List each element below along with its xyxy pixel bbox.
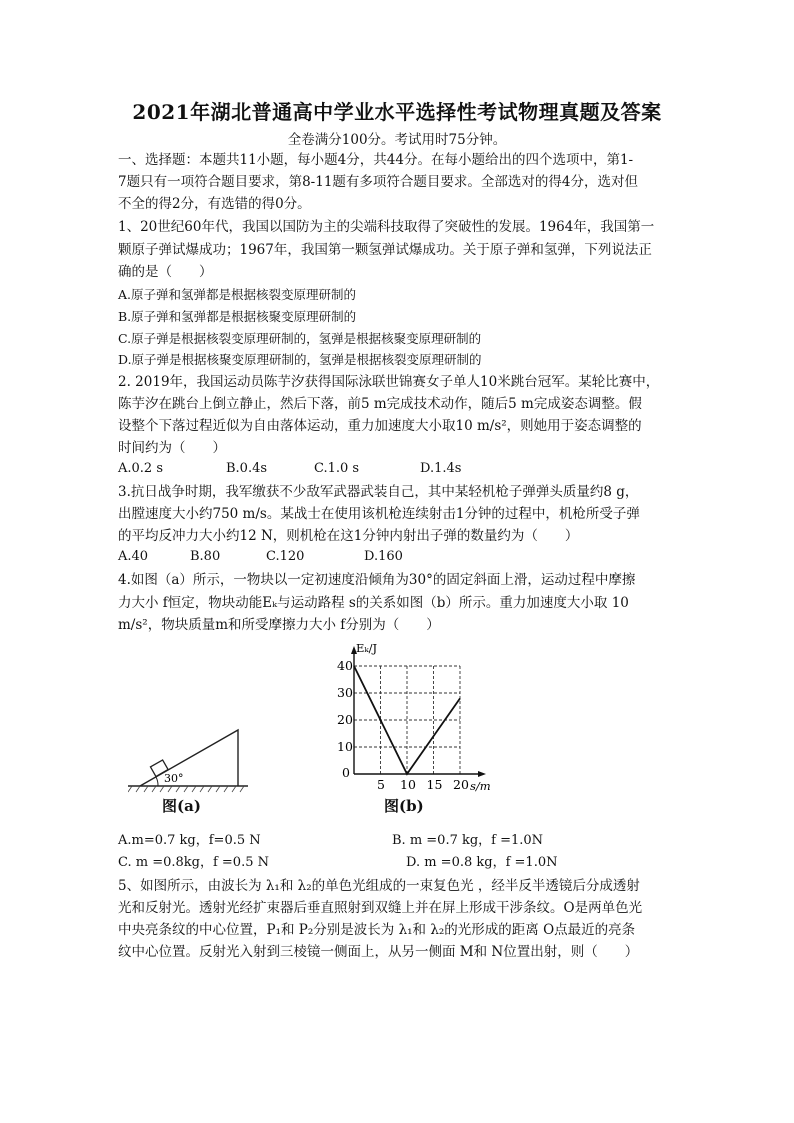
q4-option-d: D. m =0.8 kg，f =1.0N [406, 855, 558, 870]
x-tick-label: 10 [400, 777, 416, 792]
q2-stem-line: 时间约为（ ） [118, 440, 226, 456]
q2-stem-line: 陈芋汐在跳台上倒立静止，然后下落，前5 m完成技术动作，随后5 m完成姿态调整。假 [118, 396, 642, 412]
q1-option-a: A.原子弹和氢弹都是根据核裂变原理研制的 [118, 287, 357, 302]
q2-option-a: A.0.2 s [118, 461, 163, 476]
q5-stem-line: 纹中心位置。反射光入射到三棱镜一侧面上，从另一侧面 M和 N位置出射，则（ ） [118, 944, 639, 960]
q2-option-b: B.0.4s [226, 461, 268, 476]
q4-option-a: A.m=0.7 kg，f=0.5 N [118, 833, 261, 848]
q4-stem-line: 力大小 f恒定，物块动能Eₖ与运动路程 s的关系如图（b）所示。重力加速度大小取 10 [118, 595, 629, 611]
x-tick-label: 0 [342, 765, 350, 780]
page-subtitle: 全卷满分100分。考试用时75分钟。 [287, 132, 507, 148]
q5-stem-line: 光和反射光。透射光经扩束器后垂直照射到双缝上并在屏上形成干涉条纹。O是两单色光 [118, 900, 643, 916]
section-instructions-line: 不全的得2分，有选错的得0分。 [118, 196, 311, 212]
q3-option-a: A.40 [118, 549, 149, 564]
q3-stem-line: 出膛速度大小约750 m/s。某战士在使用该机枪连续射击1分钟的过程中，机枪所受子弹 [118, 506, 640, 522]
q2-option-c: C.1.0 s [314, 461, 360, 476]
y-tick-label: 20 [337, 712, 353, 727]
x-tick-label: 5 [377, 777, 385, 792]
q3-option-b: B.80 [190, 549, 221, 564]
x-tick-label: 20 [453, 777, 469, 792]
figure-a-incline [128, 718, 248, 798]
x-axis-label: s/m [470, 779, 491, 793]
q1-option-c: C.原子弹是根据核裂变原理研制的，氢弹是根据核聚变原理研制的 [118, 331, 482, 346]
x-tick-label: 15 [426, 777, 443, 792]
section-instructions-line: 7题只有一项符合题目要求，第8-11题有多项符合题目要求。全部选对的得4分，选对但 [118, 174, 639, 190]
q5-stem-line: 中央亮条纹的中心位置，P₁和 P₂分别是波长为 λ₁和 λ₂的光形成的距离 O点最近的亮条 [118, 922, 636, 938]
page-title: 2021年湖北普通高中学业水平选择性考试物理真题及答案 [132, 100, 662, 124]
q2-stem-line: 2. 2019年，我国运动员陈芋汐获得国际泳联世锦赛女子单人10米跳台冠军。某轮比赛中， [118, 374, 660, 390]
y-tick-label: 30 [337, 685, 353, 700]
x-axis-arrow [478, 771, 486, 777]
figure-b-chart [326, 640, 506, 800]
q1-stem-line: 颗原子弹试爆成功；1967年，我国第一颗氢弹试爆成功。关于原子弹和氢弹，下列说法正 [118, 242, 652, 258]
figure-a-caption: 图(a) [162, 797, 201, 815]
q3-stem-line: 3.抗日战争时期，我军缴获不少敌军武器武装自己，其中某轻机枪子弹弹头质量约8 g， [118, 484, 639, 500]
q1-stem-line: 确的是（ ） [118, 264, 213, 280]
q4-option-b: B. m =0.7 kg，f =1.0N [392, 833, 544, 848]
q3-option-c: C.120 [266, 549, 305, 564]
incline-angle-label: 30° [164, 772, 184, 785]
q2-stem-line: 设整个下落过程近似为自由落体运动，重力加速度大小取10 m/s²，则她用于姿态调整的 [118, 418, 642, 434]
y-tick-label: 10 [337, 739, 353, 754]
q2-option-d: D.1.4s [420, 461, 462, 476]
q3-option-d: D.160 [364, 549, 403, 564]
q4-stem-line: 4.如图（a）所示，一物块以一定初速度沿倾角为30°的固定斜面上滑，运动过程中摩擦 [118, 572, 636, 588]
q5-stem-line: 5、如图所示，由波长为 λ₁和 λ₂的单色光组成的一束复色光 ，经半反半透镜后分成透射 [118, 878, 640, 894]
q4-option-c: C. m =0.8kg，f =0.5 N [118, 855, 269, 870]
q3-stem-line: 的平均反冲力大小约12 N，则机枪在这1分钟内射出子弹的数量约为（ ） [118, 528, 579, 544]
y-tick-label: 40 [337, 658, 353, 673]
q1-option-b: B.原子弹和氢弹都是根据核聚变原理研制的 [118, 309, 357, 324]
q4-stem-line: m/s²，物块质量m和所受摩擦力大小 f分别为（ ） [118, 617, 440, 633]
y-axis-label: Eₖ/J [356, 641, 378, 655]
q1-option-d: D.原子弹是根据核聚变原理研制的，氢弹是根据核裂变原理研制的 [118, 352, 482, 367]
section-instructions-line: 一、选择题：本题共11小题，每小题4分，共44分。在每小题给出的四个选项中，第1- [118, 152, 634, 168]
q1-stem-line: 1、20世纪60年代，我国以国防为主的尖端科技取得了突破性的发展。1964年，我国第一 [118, 219, 655, 235]
figure-b-caption: 图(b) [384, 797, 424, 815]
